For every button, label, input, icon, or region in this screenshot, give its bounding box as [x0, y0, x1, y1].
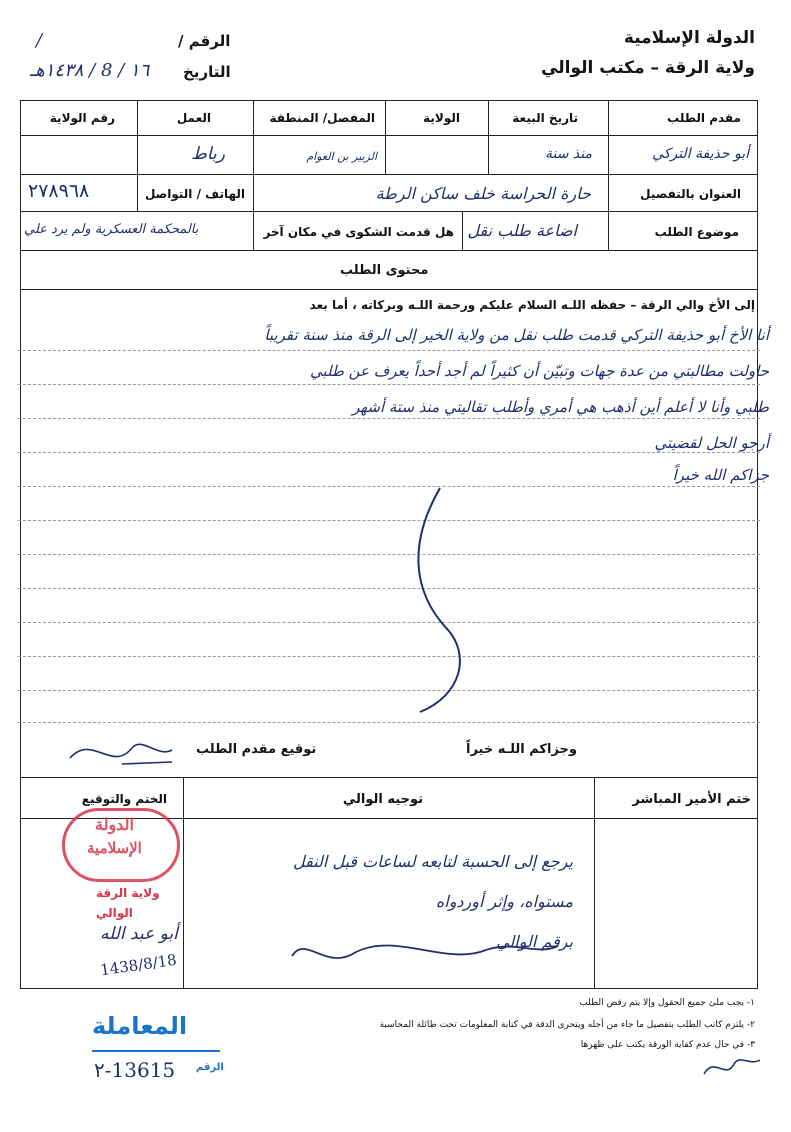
header-province-label: الولاية	[423, 111, 460, 125]
previous-label: هل قدمت الشكوى في مكان آخر	[263, 225, 454, 239]
stamp-province: ولاية الرقة	[96, 886, 160, 900]
ruled-line	[18, 452, 760, 453]
body-line: جزاكم الله خيراً	[672, 466, 769, 484]
ruled-line	[18, 486, 760, 487]
office-title: ولاية الرقة – مكتب الوالي	[541, 58, 755, 78]
body-line: أرجو الحل لقضيتي	[654, 434, 769, 452]
subject-label-cell	[608, 211, 758, 251]
ruled-line	[18, 588, 760, 589]
header-allegiance	[488, 100, 609, 136]
applicant-signature	[62, 728, 182, 778]
body-line: حاولت مطالبتي من عدة جهات وتبيّن أن كثيراً لم أجد أحداً يعرف عن طلبي	[309, 362, 769, 380]
allegiance-value: منذ سنة	[545, 146, 592, 162]
wali-directive-line: مستواه، وإثر أوردواه	[435, 892, 573, 911]
stamp-text: الدولة	[95, 815, 134, 834]
stamp-text: الإسلامية	[87, 839, 142, 857]
header-applicant-label: مقدم الطلب	[667, 111, 741, 125]
value-province	[385, 135, 489, 175]
value-applicant	[608, 135, 758, 175]
bottom-right-scribble	[696, 1046, 766, 1086]
subject-label: موضوع الطلب	[654, 225, 739, 239]
date-value: ١٦ / 8 / ١٤٣٨هـ	[30, 60, 150, 81]
value-province-number	[20, 135, 138, 175]
wali-directive-label: توجيه الوالي	[342, 792, 423, 807]
ruled-line	[18, 350, 760, 351]
applicant-value: أبو حذيفة التركي	[652, 146, 749, 162]
phone-label-cell	[137, 174, 254, 212]
work-value: رباط	[191, 144, 225, 164]
ruled-line	[18, 418, 760, 419]
note-line: ٣- في حال عدم كفاية الورقة يكتب على ظهرها	[580, 1040, 755, 1050]
address-label-cell	[608, 174, 758, 212]
stamp-signed-name: أبو عبد الله	[100, 924, 178, 944]
value-region	[253, 135, 386, 175]
note-line: ١- يجب ملئ جميع الحقول وإلا يتم رفض الطلب	[579, 998, 755, 1008]
body-line: أنا الأخ أبو حذيفة التركي قدمت طلب نقل من ولاية الخير إلى الرقة منذ سنة تقريباً	[264, 326, 769, 344]
signature-label: توقيع مقدم الطلب	[196, 742, 317, 757]
pen-stroke	[400, 480, 480, 720]
note-line: ٢- يلتزم كاتب الطلب بتفصيل ما جاء من أجله ويتحرى الدقة في كتابة المعلومات تحت طائلة المحاسبة	[379, 1020, 755, 1030]
ruled-line	[18, 656, 760, 657]
transaction-number-value: 13615-٢	[94, 1058, 176, 1082]
header-region	[253, 100, 386, 136]
value-work	[137, 135, 254, 175]
phone-value: ٢٧٨٩٦٨	[28, 180, 90, 202]
header-region-label: المفصل/ المنطقة	[269, 111, 375, 125]
header-work-label: العمل	[176, 111, 211, 125]
body-line: طلبي وأنا لا أعلم أين أذهب هي أمري وأطلب تقاليتي منذ ستة أشهر	[352, 398, 769, 416]
number-label: الرقم /	[178, 32, 231, 50]
subject-value: اضاعة طلب نقل	[467, 221, 577, 240]
address-label: العنوان بالتفصيل	[640, 187, 741, 201]
ruled-line	[18, 722, 760, 723]
header-allegiance-label: تاريخ البيعة	[512, 111, 578, 125]
ruled-line	[18, 520, 760, 521]
wali-directive-line: يرجع إلى الحسبة لتابعه لساعات قبل النقل	[293, 852, 573, 871]
salutation: إلى الأخ والي الرقة – حفظه اللـه السلام عليكم ورحمة اللـه وبركاته ، أما بعد	[309, 298, 755, 312]
previous-value: بالمحكمة العسكرية ولم يرد علي	[24, 222, 199, 237]
value-allegiance	[488, 135, 609, 175]
transaction-title: المعاملة	[92, 1012, 188, 1040]
transaction-number-label: الرقم	[196, 1062, 224, 1073]
header-province	[385, 100, 489, 136]
ruled-line	[18, 690, 760, 691]
seal-signature-label: الختم والتوقيع	[81, 792, 167, 806]
header-work	[137, 100, 254, 136]
transaction-underline	[92, 1050, 220, 1052]
phone-label: الهاتف / التواصل	[144, 187, 245, 201]
ruled-line	[18, 384, 760, 385]
official-stamp	[62, 808, 180, 882]
region-value: الزبير بن العوام	[306, 150, 377, 163]
content-title: محتوى الطلب	[340, 263, 429, 278]
emir-seal-label: ختم الأمير المباشر	[632, 792, 751, 807]
stamp-signed-title: الوالي	[96, 906, 133, 920]
thanks-text: وجزاكم اللـه خيراً	[466, 742, 577, 757]
wali-directive-line: برقم الوالي	[496, 932, 573, 951]
date-label: التاريخ	[183, 63, 231, 81]
state-title: الدولة الإسلامية	[623, 28, 755, 48]
stamp-date: 1438/8/18	[99, 950, 178, 980]
address-value: حارة الحراسة خلف ساكن الرطة	[375, 184, 591, 203]
header-province-number-label: رقم الولاية	[49, 111, 115, 125]
number-value: /	[36, 30, 43, 51]
header-applicant	[608, 100, 758, 136]
ruled-line	[18, 554, 760, 555]
header-province-number	[20, 100, 138, 136]
wali-signature	[286, 926, 566, 976]
previous-label-cell	[253, 211, 463, 251]
ruled-line	[18, 622, 760, 623]
